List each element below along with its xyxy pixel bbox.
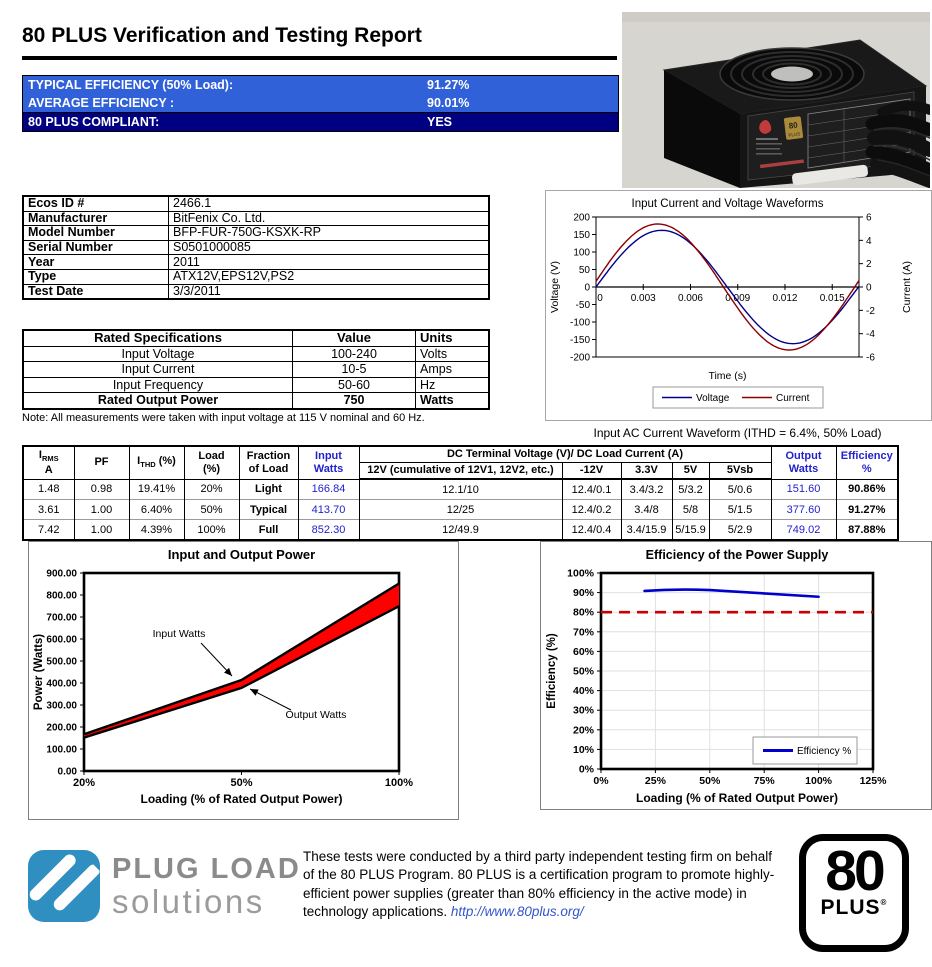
svg-text:-50: -50 (575, 300, 590, 311)
table-row (23, 240, 489, 255)
svg-text:Current (A): Current (A) (901, 261, 913, 313)
svg-text:0: 0 (866, 282, 872, 294)
svg-text:700.00: 700.00 (46, 612, 77, 624)
table-cell: 5/8 (672, 500, 709, 520)
table-cell: Volts (416, 346, 490, 362)
svg-text:50%: 50% (699, 775, 721, 787)
svg-text:0%: 0% (578, 763, 594, 776)
table-cell: 91.27% (836, 500, 898, 520)
col-header-neg12v: -12V (562, 463, 621, 480)
svg-text:800.00: 800.00 (46, 590, 77, 602)
svg-text:Time (s): Time (s) (708, 370, 747, 382)
svg-text:90%: 90% (572, 587, 594, 600)
table-cell: Full (239, 520, 298, 541)
svg-text:400.00: 400.00 (46, 678, 77, 690)
table-cell: 100% (184, 520, 239, 541)
svg-text:-200: -200 (569, 352, 590, 364)
table-row (23, 346, 489, 362)
table-cell: 1.48 (23, 479, 74, 500)
unit-info-table (22, 195, 490, 300)
table-cell: 2011 (169, 255, 490, 270)
rated-header-spec: Rated Specifications (23, 330, 293, 346)
svg-text:Output Watts: Output Watts (285, 709, 347, 721)
col-header-fraction: Fraction of Load (239, 446, 298, 479)
plugload-icon (28, 850, 100, 922)
table-cell: ATX12V,EPS12V,PS2 (169, 269, 490, 284)
table-cell: 50% (184, 500, 239, 520)
svg-text:60%: 60% (572, 645, 594, 658)
table-cell: 1.00 (74, 500, 129, 520)
svg-text:0.012: 0.012 (772, 293, 798, 304)
svg-text:Loading (% of Rated Output Pow: Loading (% of Rated Output Power) (140, 792, 343, 806)
svg-text:0: 0 (584, 282, 590, 294)
table-cell: Rated Output Power (23, 393, 293, 409)
table-row (23, 255, 489, 270)
col-header-12v: 12V (cumulative of 12V1, 12V2, etc.) (359, 463, 562, 480)
table-cell: 12.1/10 (359, 479, 562, 500)
table-cell: Input Frequency (23, 377, 293, 393)
svg-text:100.00: 100.00 (46, 744, 77, 756)
efficiency-chart (541, 542, 929, 807)
table-cell: Ecos ID # (23, 196, 169, 211)
table-cell: Test Date (23, 284, 169, 299)
svg-text:125%: 125% (859, 775, 887, 787)
svg-text:10%: 10% (572, 743, 594, 756)
efficiency-legend (753, 737, 857, 764)
svg-text:4: 4 (866, 235, 872, 247)
table-cell: BitFenix Co. Ltd. (169, 211, 490, 226)
col-header-output-watts: Output Watts (771, 446, 836, 479)
waveform-caption: Input AC Current Waveform (ITHD = 6.4%, 50% Load) (593, 426, 882, 440)
svg-text:50%: 50% (230, 777, 253, 789)
table-row (23, 362, 489, 378)
summary-value: 90.01% (427, 96, 470, 110)
svg-text:25%: 25% (644, 775, 666, 787)
table-cell: Year (23, 255, 169, 270)
table-cell: 377.60 (771, 500, 836, 520)
svg-text:6: 6 (866, 212, 872, 224)
svg-text:Loading (% of Rated Output Pow: Loading (% of Rated Output Power) (636, 791, 838, 805)
table-cell: 87.88% (836, 520, 898, 541)
measurements-body (23, 479, 898, 540)
svg-text:2: 2 (866, 259, 872, 271)
svg-text:100%: 100% (567, 567, 594, 580)
badge-word: PLUS® (820, 896, 888, 920)
svg-text:200.00: 200.00 (46, 722, 77, 734)
table-cell: Hz (416, 377, 490, 393)
table-cell: 5/2.9 (709, 520, 771, 541)
table-cell: 12.4/0.2 (562, 500, 621, 520)
table-cell: 3.61 (23, 500, 74, 520)
table-cell: 750 (293, 393, 416, 409)
col-header-dc-group: DC Terminal Voltage (V)/ DC Load Current (A) (359, 446, 771, 463)
col-header-5vsb: 5Vsb (709, 463, 771, 480)
table-row (23, 500, 898, 520)
table-cell: 12.4/0.1 (562, 479, 621, 500)
measurement-note: Note: All measurements were taken with input voltage at 115 V nominal and 60 Hz. (22, 412, 425, 424)
summary-label: AVERAGE EFFICIENCY : (28, 96, 175, 110)
svg-text:80: 80 (788, 120, 799, 131)
svg-text:Input Current and Voltage Wave: Input Current and Voltage Waveforms (631, 198, 824, 210)
svg-text:Power (Watts): Power (Watts) (33, 633, 45, 711)
svg-text:50%: 50% (572, 665, 594, 678)
table-row (23, 284, 489, 299)
table-cell: 50-60 (293, 377, 416, 393)
table-cell: 413.70 (298, 500, 359, 520)
table-cell: 852.30 (298, 520, 359, 541)
col-header-irms: $I_{RMS}$ A (23, 446, 74, 479)
svg-text:75%: 75% (753, 775, 775, 787)
rated-header-units: Units (416, 330, 490, 346)
svg-text:0.00: 0.00 (57, 766, 77, 778)
col-header-pf: PF (74, 446, 129, 479)
table-cell: 5/3.2 (672, 479, 709, 500)
table-cell: 1.00 (74, 520, 129, 541)
table-cell: 0.98 (74, 479, 129, 500)
table-cell: Light (239, 479, 298, 500)
svg-text:-6: -6 (866, 352, 875, 364)
table-row (23, 196, 489, 211)
summary-row-average (23, 94, 618, 112)
svg-text:Voltage (V): Voltage (V) (549, 261, 561, 313)
svg-text:70%: 70% (572, 626, 594, 639)
80plus-link[interactable]: http://www.80plus.org/ (450, 904, 584, 920)
col-header-input-watts: Input Watts (298, 446, 359, 479)
psu-fan (720, 48, 864, 100)
svg-text:-150: -150 (569, 335, 590, 346)
svg-text:Efficiency %: Efficiency % (797, 746, 852, 757)
table-cell: 3/3/2011 (169, 284, 490, 299)
measurements-table (22, 445, 899, 541)
svg-text:PLUS: PLUS (788, 131, 801, 138)
table-cell: 5/0.6 (709, 479, 771, 500)
svg-text:0.015: 0.015 (819, 293, 845, 304)
svg-text:500.00: 500.00 (46, 656, 77, 668)
registered-mark: ® (880, 898, 888, 908)
svg-text:100%: 100% (384, 777, 414, 789)
svg-text:20%: 20% (72, 777, 96, 789)
svg-text:Input and Output Power: Input and Output Power (167, 547, 316, 562)
svg-text:Current: Current (776, 393, 810, 404)
svg-text:0.003: 0.003 (630, 293, 656, 304)
summary-label: TYPICAL EFFICIENCY (50% Load): (28, 78, 234, 92)
svg-text:100%: 100% (805, 775, 833, 787)
svg-text:0.006: 0.006 (677, 293, 704, 304)
svg-text:100: 100 (573, 247, 590, 259)
rated-specs-table (22, 329, 490, 410)
svg-text:0: 0 (597, 293, 603, 304)
table-cell: Type (23, 269, 169, 284)
svg-text:20%: 20% (572, 724, 594, 737)
svg-text:150: 150 (573, 230, 590, 241)
svg-text:80%: 80% (572, 606, 594, 619)
svg-text:30%: 30% (572, 704, 594, 717)
svg-text:40%: 40% (572, 685, 594, 698)
title-rule (22, 56, 617, 60)
table-cell: S0501000085 (169, 240, 490, 255)
table-row (23, 520, 898, 541)
summary-row-typical (23, 76, 618, 94)
svg-text:Efficiency of the Power Supply: Efficiency of the Power Supply (645, 548, 829, 562)
table-cell: 3.4/15.9 (621, 520, 672, 541)
table-row (23, 479, 898, 500)
table-cell: 12.4/0.4 (562, 520, 621, 541)
table-cell: 749.02 (771, 520, 836, 541)
plugload-logo (28, 850, 301, 922)
table-cell: 3.4/3.2 (621, 479, 672, 500)
table-cell: Amps (416, 362, 490, 378)
table-cell: Manufacturer (23, 211, 169, 226)
table-row (23, 226, 489, 241)
table-cell: Watts (416, 393, 490, 409)
svg-text:-4: -4 (866, 329, 875, 341)
power-chart-box (28, 541, 459, 820)
svg-text:0.009: 0.009 (725, 293, 751, 304)
footer-paragraph (303, 848, 777, 922)
power-chart (29, 542, 456, 817)
summary-value: YES (427, 115, 453, 129)
svg-text:200: 200 (573, 212, 590, 224)
svg-text:Voltage: Voltage (696, 393, 730, 404)
table-cell: 12/25 (359, 500, 562, 520)
table-row (23, 393, 489, 409)
svg-text:900.00: 900.00 (46, 568, 77, 580)
table-cell: 166.84 (298, 479, 359, 500)
rated-specs-body (23, 346, 489, 409)
table-row (23, 377, 489, 393)
footer-text: These tests were conducted by a third party independent testing firm on behalf of the 80 PLUS Program. 80 PLUS is a certification program to promote highly-efficient power supplies (greater than 80% efficiency in the active mode) in technology applications. (303, 849, 775, 920)
waveform-chart (546, 191, 929, 418)
table-cell: 5/15.9 (672, 520, 709, 541)
svg-text:300.00: 300.00 (46, 700, 77, 712)
col-header-3v3: 3.3V (621, 463, 672, 480)
svg-text:0%: 0% (593, 775, 609, 787)
col-header-efficiency: Efficiency % (836, 446, 898, 479)
svg-text:600.00: 600.00 (46, 634, 77, 646)
efficiency-chart-box (540, 541, 932, 810)
unit-info-body (23, 196, 489, 299)
psu-photo (622, 12, 930, 188)
table-cell: Typical (239, 500, 298, 520)
plugload-subwordmark: solutions (112, 882, 265, 920)
table-cell: Model Number (23, 226, 169, 241)
svg-text:-100: -100 (569, 317, 590, 329)
col-header-ithd: $I_{THD}$ (%) (129, 446, 184, 479)
badge-number: 80 (825, 839, 883, 903)
summary-label: 80 PLUS COMPLIANT: (28, 115, 160, 129)
svg-text:Input Watts: Input Watts (152, 628, 206, 640)
table-cell: 151.60 (771, 479, 836, 500)
waveform-legend (653, 387, 823, 408)
table-cell: 20% (184, 479, 239, 500)
table-cell: 19.41% (129, 479, 184, 500)
svg-text:Efficiency (%): Efficiency (%) (546, 633, 558, 709)
summary-row-compliant (23, 112, 618, 131)
table-row (23, 269, 489, 284)
table-cell: 4.39% (129, 520, 184, 541)
plugload-wordmark: PLUG LOAD (112, 852, 301, 885)
table-cell: 2466.1 (169, 196, 490, 211)
waveform-chart-box (545, 190, 932, 421)
col-header-5v: 5V (672, 463, 709, 480)
svg-text:-2: -2 (866, 305, 875, 317)
80plus-badge (799, 834, 909, 952)
table-row (23, 211, 489, 226)
page-title: 80 PLUS Verification and Testing Report (22, 24, 422, 47)
summary-banner (22, 75, 619, 132)
table-cell: 3.4/8 (621, 500, 672, 520)
table-cell: 5/1.5 (709, 500, 771, 520)
table-cell: 10-5 (293, 362, 416, 378)
table-cell: Input Voltage (23, 346, 293, 362)
table-cell: Serial Number (23, 240, 169, 255)
table-cell: 12/49.9 (359, 520, 562, 541)
table-cell: 90.86% (836, 479, 898, 500)
svg-text:50: 50 (578, 265, 590, 276)
table-cell: Input Current (23, 362, 293, 378)
col-header-load: Load (%) (184, 446, 239, 479)
table-cell: 6.40% (129, 500, 184, 520)
table-cell: 7.42 (23, 520, 74, 541)
psu-80plus-badge (784, 116, 804, 140)
summary-value: 91.27% (427, 78, 470, 92)
table-cell: BFP-FUR-750G-KSXK-RP (169, 226, 490, 241)
rated-header-value: Value (293, 330, 416, 346)
table-cell: 100-240 (293, 346, 416, 362)
